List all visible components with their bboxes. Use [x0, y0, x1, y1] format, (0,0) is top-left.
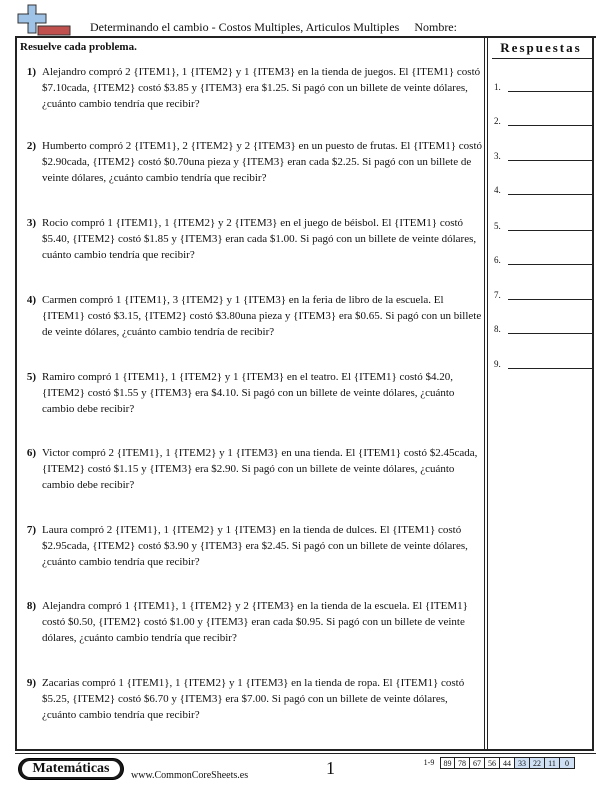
problem-number: 1)	[26, 66, 36, 78]
problem-number: 7)	[26, 524, 36, 536]
problem-text: Humberto compró 2 {ITEM1}, 2 {ITEM2} y 2 {ITEM3} en un puesto de frutas. El {ITEM1} costó $2.90cada, {ITEM2} costó $0.70una pieza y {ITEM3} eran cada $2.25. Si pagó con un billete de veinte dólares, ¿cuánto cambio tendría que recibir?	[42, 140, 482, 184]
answer-row-7[interactable]	[494, 288, 592, 300]
answer-row-2[interactable]	[494, 114, 592, 126]
problem-6	[20, 445, 482, 493]
problem-8	[20, 598, 482, 646]
answer-row-4[interactable]	[494, 183, 592, 195]
score-cell: 78	[455, 757, 470, 769]
answer-label: 7.	[494, 290, 501, 300]
problem-7	[20, 522, 482, 570]
answer-line[interactable]	[508, 230, 592, 231]
problem-9	[20, 675, 482, 723]
problem-3	[20, 215, 482, 263]
problem-number: 8)	[26, 600, 36, 612]
score-cell: 56	[485, 757, 500, 769]
site-url: www.CommonCoreSheets.es	[131, 770, 249, 781]
subject-badge	[18, 758, 124, 780]
answer-label: 2.	[494, 116, 501, 126]
problem-text: Ramiro compró 1 {ITEM1}, 1 {ITEM2} y 1 {ITEM3} en el teatro. El {ITEM1} costó $4.20, {ITEM2} costó $1.55 y {ITEM3} era $4.10. Si pagó con un billete de veinte dólares, ¿cuánto cambio debe recibir?	[42, 371, 455, 415]
answer-line[interactable]	[508, 368, 592, 369]
problem-5	[20, 369, 482, 417]
score-range: 1-9	[423, 758, 435, 767]
problem-text: Zacarias compró 1 {ITEM1}, 1 {ITEM2} y 1 {ITEM3} en la tienda de ropa. El {ITEM1} costó $5.25, {ITEM2} costó $6.70 y {ITEM3} era $7.00. Si pagó con un billete de veinte dólares, ¿cuánto cambio tendría que recibir?	[42, 677, 465, 721]
problem-number: 9)	[26, 677, 36, 689]
score-table	[418, 757, 575, 769]
score-cell: 0	[560, 757, 575, 769]
problem-text: Alejandro compró 2 {ITEM1}, 1 {ITEM2} y 1 {ITEM3} en la tienda de juegos. El {ITEM1} costó $7.10cada, {ITEM2} costó $3.85 y {ITEM3} era $1.25. Si pagó con un billete de veinte dólares, ¿cuánto cambio tendría que recibir?	[42, 66, 481, 110]
answer-label: 6.	[494, 255, 501, 265]
answer-row-1[interactable]	[494, 80, 592, 92]
score-cell: 44	[500, 757, 515, 769]
problem-text: Rocio compró 1 {ITEM1}, 1 {ITEM2} y 2 {ITEM3} en el juego de béisbol. El {ITEM1} costó $5.40, {ITEM2} costó $1.85 y {ITEM3} eran cada $1.00. Si pagó con un billete de veinte dólares, cuánto cambio tendría que recibir?	[42, 217, 477, 261]
answer-row-8[interactable]	[494, 322, 592, 334]
score-cell: 11	[545, 757, 560, 769]
instructions: Resuelve cada problema.	[20, 41, 137, 53]
answer-label: 5.	[494, 221, 501, 231]
answer-line[interactable]	[508, 160, 592, 161]
problem-text: Laura compró 2 {ITEM1}, 1 {ITEM2} y 1 {ITEM3} en la tienda de dulces. El {ITEM1} costó $2.95cada, {ITEM2} costó $3.90 y {ITEM3} era $2.45. Si pagó con un billete de veinte dólares, ¿cuánto cambio tendría que recibir?	[42, 524, 468, 568]
problem-number: 6)	[26, 447, 36, 459]
answer-label: 3.	[494, 151, 501, 161]
answer-row-5[interactable]	[494, 219, 592, 231]
logo-icon	[16, 4, 72, 38]
footer-rule	[15, 753, 596, 754]
score-cell: 22	[530, 757, 545, 769]
answers-title: Respuestas	[500, 40, 582, 55]
answer-row-9[interactable]	[494, 357, 592, 369]
answer-column-divider	[484, 37, 488, 751]
answer-label: 9.	[494, 359, 501, 369]
answers-title-underline	[492, 58, 592, 59]
score-cell: 33	[515, 757, 530, 769]
problem-1	[20, 64, 482, 112]
page-number: 1	[326, 758, 335, 778]
score-cell: 89	[440, 757, 455, 769]
answer-line[interactable]	[508, 299, 592, 300]
subject-badge-label: Matemáticas	[22, 761, 120, 777]
problem-number: 4)	[26, 294, 36, 306]
score-cell: 67	[470, 757, 485, 769]
answer-line[interactable]	[508, 264, 592, 265]
problem-number: 3)	[26, 217, 36, 229]
answer-row-3[interactable]	[494, 149, 592, 161]
answer-row-6[interactable]	[494, 253, 592, 265]
answer-line[interactable]	[508, 194, 592, 195]
problem-2	[20, 138, 482, 186]
answer-line[interactable]	[508, 91, 592, 92]
problem-text: Victor compró 2 {ITEM1}, 1 {ITEM2} y 1 {ITEM3} en una tienda. El {ITEM1} costó $2.45cada, {ITEM2} costó $1.15 y {ITEM3} era $2.90. Si pagó con un billete de veinte dólares, ¿cuánto cambio debe recibir?	[42, 447, 478, 491]
answer-label: 8.	[494, 324, 501, 334]
problem-text: Carmen compró 1 {ITEM1}, 3 {ITEM2} y 1 {ITEM3} en la feria de libro de la escuela. El {ITEM1} costó $3.15, {ITEM2} costó $3.80una pieza y {ITEM3} era $0.65. Si pagó con un billete de veinte dólares, ¿cuánto cambio tendría de recibir?	[42, 294, 482, 338]
name-label: Nombre:	[414, 20, 457, 34]
answer-line[interactable]	[508, 125, 592, 126]
answer-label: 4.	[494, 185, 501, 195]
worksheet-title: Determinando el cambio - Costos Multiples, Articulos Multiples	[90, 20, 400, 34]
problem-number: 2)	[26, 140, 36, 152]
answer-label: 1.	[494, 82, 501, 92]
header	[90, 20, 457, 35]
answer-line[interactable]	[508, 333, 592, 334]
problem-text: Alejandra compró 1 {ITEM1}, 1 {ITEM2} y 2 {ITEM3} en la tienda de la escuela. El {ITEM1} costó $0.50, {ITEM2} costó $1.00 y {ITEM3} eran cada $0.95. Si pagó con un billete de veinte dólares, ¿cuánto cambio tendría que recibir?	[42, 600, 468, 644]
problem-4	[20, 292, 482, 340]
problem-number: 5)	[26, 371, 36, 383]
